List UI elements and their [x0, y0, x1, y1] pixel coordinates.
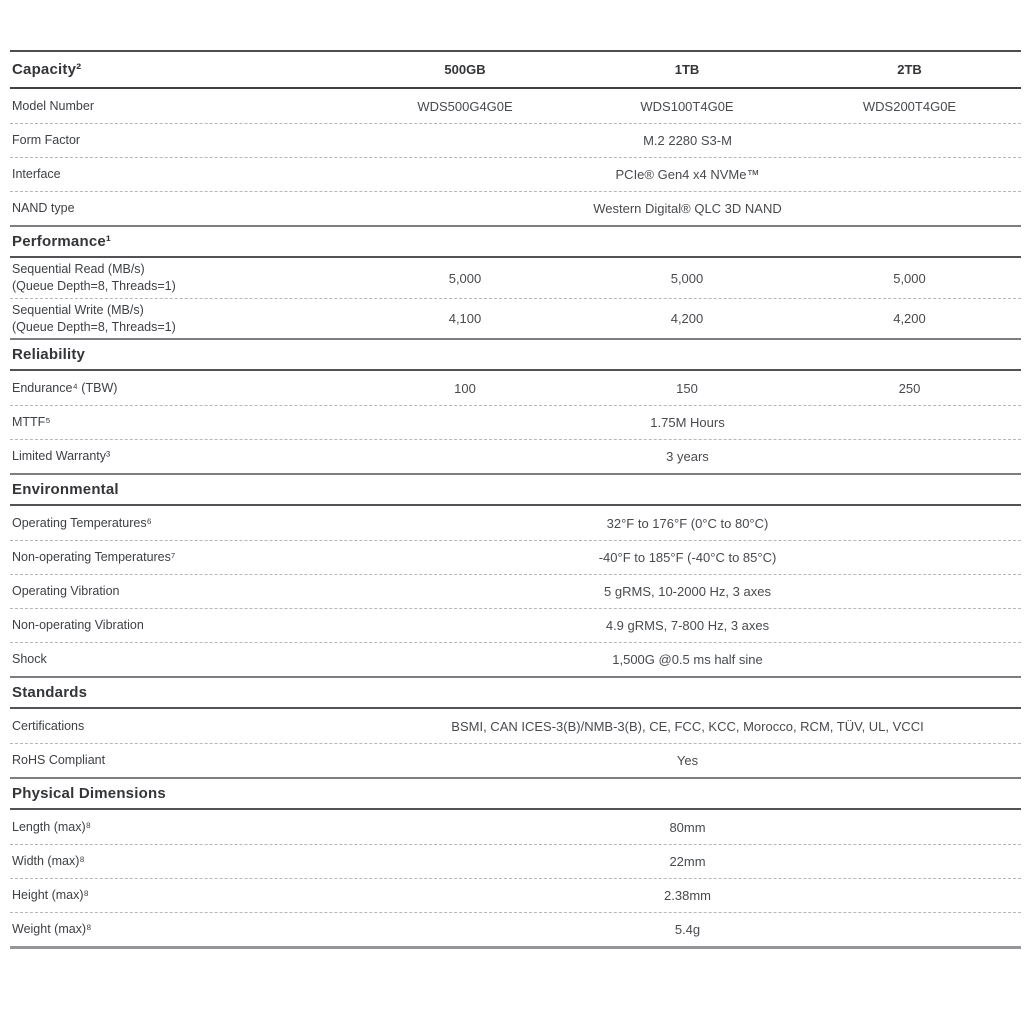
table-row-mttf — [10, 405, 1021, 439]
table-row-form-factor — [10, 123, 1021, 157]
cell-value-span: BSMI, CAN ICES-3(B)/NMB-3(B), CE, FCC, KCC, Morocco, RCM, TÜV, UL, VCCI — [451, 718, 924, 734]
table-row-operating-temperatures — [10, 506, 1021, 540]
cell-value-span: 3 years — [666, 449, 709, 464]
section-title-text: Standards — [12, 684, 88, 701]
row-label: Sequential Read (MB/s) (Queue Depth=8, Threads=1) — [12, 262, 176, 293]
section-title-text: Reliability — [12, 346, 86, 363]
capacity-header-row — [10, 52, 1021, 89]
section-environmental-rows — [10, 506, 1021, 678]
section-performance-rows — [10, 258, 1021, 340]
row-label: Certifications — [12, 718, 85, 733]
cell-value: WDS500G4G0E — [417, 98, 513, 114]
table-row-sequential-read — [10, 258, 1021, 298]
cell-value: 5,000 — [670, 270, 704, 286]
table-row-model-number — [10, 89, 1021, 123]
cell-value-span: 22mm — [669, 854, 706, 869]
row-label: MTTF⁵ — [12, 415, 51, 430]
row-label: Sequential Write (MB/s) (Queue Depth=8, Threads=1) — [12, 302, 176, 334]
cell-value: 4,200 — [893, 311, 926, 326]
cell-value: 250 — [898, 380, 921, 396]
row-label: Length (max)⁸ — [12, 819, 91, 834]
cell-value-span: Yes — [676, 753, 699, 768]
section-header-physical-dimensions — [10, 779, 1021, 810]
row-label: Width (max)⁸ — [12, 854, 85, 869]
cell-value-span: 4.9 gRMS, 7-800 Hz, 3 axes — [605, 618, 770, 633]
section-header-performance — [10, 227, 1021, 258]
table-row-width — [10, 844, 1021, 878]
table-row-nand-type — [10, 191, 1021, 225]
column-header-500gb: 500GB — [444, 62, 486, 77]
row-label: Model Number — [12, 98, 94, 113]
section-title-text: Environmental — [12, 481, 119, 498]
table-row-endurance — [10, 371, 1021, 405]
row-label: NAND type — [12, 201, 75, 216]
section-title-text: Performance¹ — [12, 233, 112, 250]
cell-value-span: 1.75M Hours — [650, 415, 725, 430]
table-row-weight — [10, 912, 1021, 946]
column-header-2tb: 2TB — [897, 62, 922, 77]
table-row-non-operating-vibration — [10, 608, 1021, 642]
cell-value-span: 5 gRMS, 10-2000 Hz, 3 axes — [604, 584, 771, 599]
cell-value-span: 2.38mm — [664, 888, 711, 903]
row-label: Weight (max)⁸ — [12, 922, 92, 937]
table-row-length — [10, 810, 1021, 844]
cell-value: 100 — [454, 380, 476, 396]
row-label: Endurance⁴ (TBW) — [12, 380, 118, 395]
row-label: Operating Vibration — [12, 584, 120, 599]
row-label: Form Factor — [12, 133, 81, 148]
cell-value-span: M.2 2280 S3-M — [643, 133, 732, 148]
cell-value: 5,000 — [448, 270, 482, 286]
spec-table — [10, 50, 1021, 949]
cell-value-span: 32°F to 176°F (0°C to 80°C) — [606, 515, 769, 531]
cell-value: 150 — [676, 380, 698, 396]
row-label: RoHS Compliant — [12, 753, 106, 768]
section-header-environmental — [10, 475, 1021, 506]
cell-value-span: 1,500G @0.5 ms half sine — [612, 652, 763, 667]
section-standards-rows — [10, 709, 1021, 779]
capacity-header-label: Capacity² — [12, 61, 82, 78]
row-label: Shock — [12, 652, 47, 667]
cell-value: WDS200T4G0E — [862, 98, 957, 114]
section-reliability-rows — [10, 371, 1021, 475]
table-row-sequential-write — [10, 298, 1021, 338]
table-row-limited-warranty — [10, 439, 1021, 473]
row-label: Interface — [12, 167, 61, 182]
cell-value-span: 5.4g — [674, 922, 701, 937]
cell-value-span: PCIe® Gen4 x4 NVMe™ — [615, 167, 760, 182]
table-row-shock — [10, 642, 1021, 676]
row-label: Limited Warranty³ — [12, 449, 111, 464]
cell-value-span: 80mm — [669, 819, 706, 835]
row-label: Operating Temperatures⁶ — [12, 515, 152, 530]
row-label: Non-operating Vibration — [12, 618, 144, 633]
table-row-rohs-compliant — [10, 743, 1021, 777]
column-header-1tb: 1TB — [674, 62, 700, 77]
table-row-operating-vibration — [10, 574, 1021, 608]
cell-value-span: -40°F to 185°F (-40°C to 85°C) — [598, 550, 777, 565]
cell-value-span: Western Digital® QLC 3D NAND — [593, 201, 782, 216]
cell-value: WDS100T4G0E — [640, 98, 734, 114]
table-row-interface — [10, 157, 1021, 191]
section-physical-dimensions-rows — [10, 810, 1021, 949]
section-title-text: Physical Dimensions — [12, 785, 166, 802]
row-label: Height (max)⁸ — [12, 888, 89, 903]
cell-value: 4,200 — [670, 311, 704, 326]
row-label: Non-operating Temperatures⁷ — [12, 550, 176, 565]
section-header-reliability — [10, 340, 1021, 371]
table-row-non-operating-temperatures — [10, 540, 1021, 574]
cell-value: 4,100 — [448, 311, 482, 326]
section-header-standards — [10, 678, 1021, 709]
cell-value: 5,000 — [893, 270, 926, 286]
table-row-height — [10, 878, 1021, 912]
table-row-certifications — [10, 709, 1021, 743]
section-general-rows — [10, 89, 1021, 227]
